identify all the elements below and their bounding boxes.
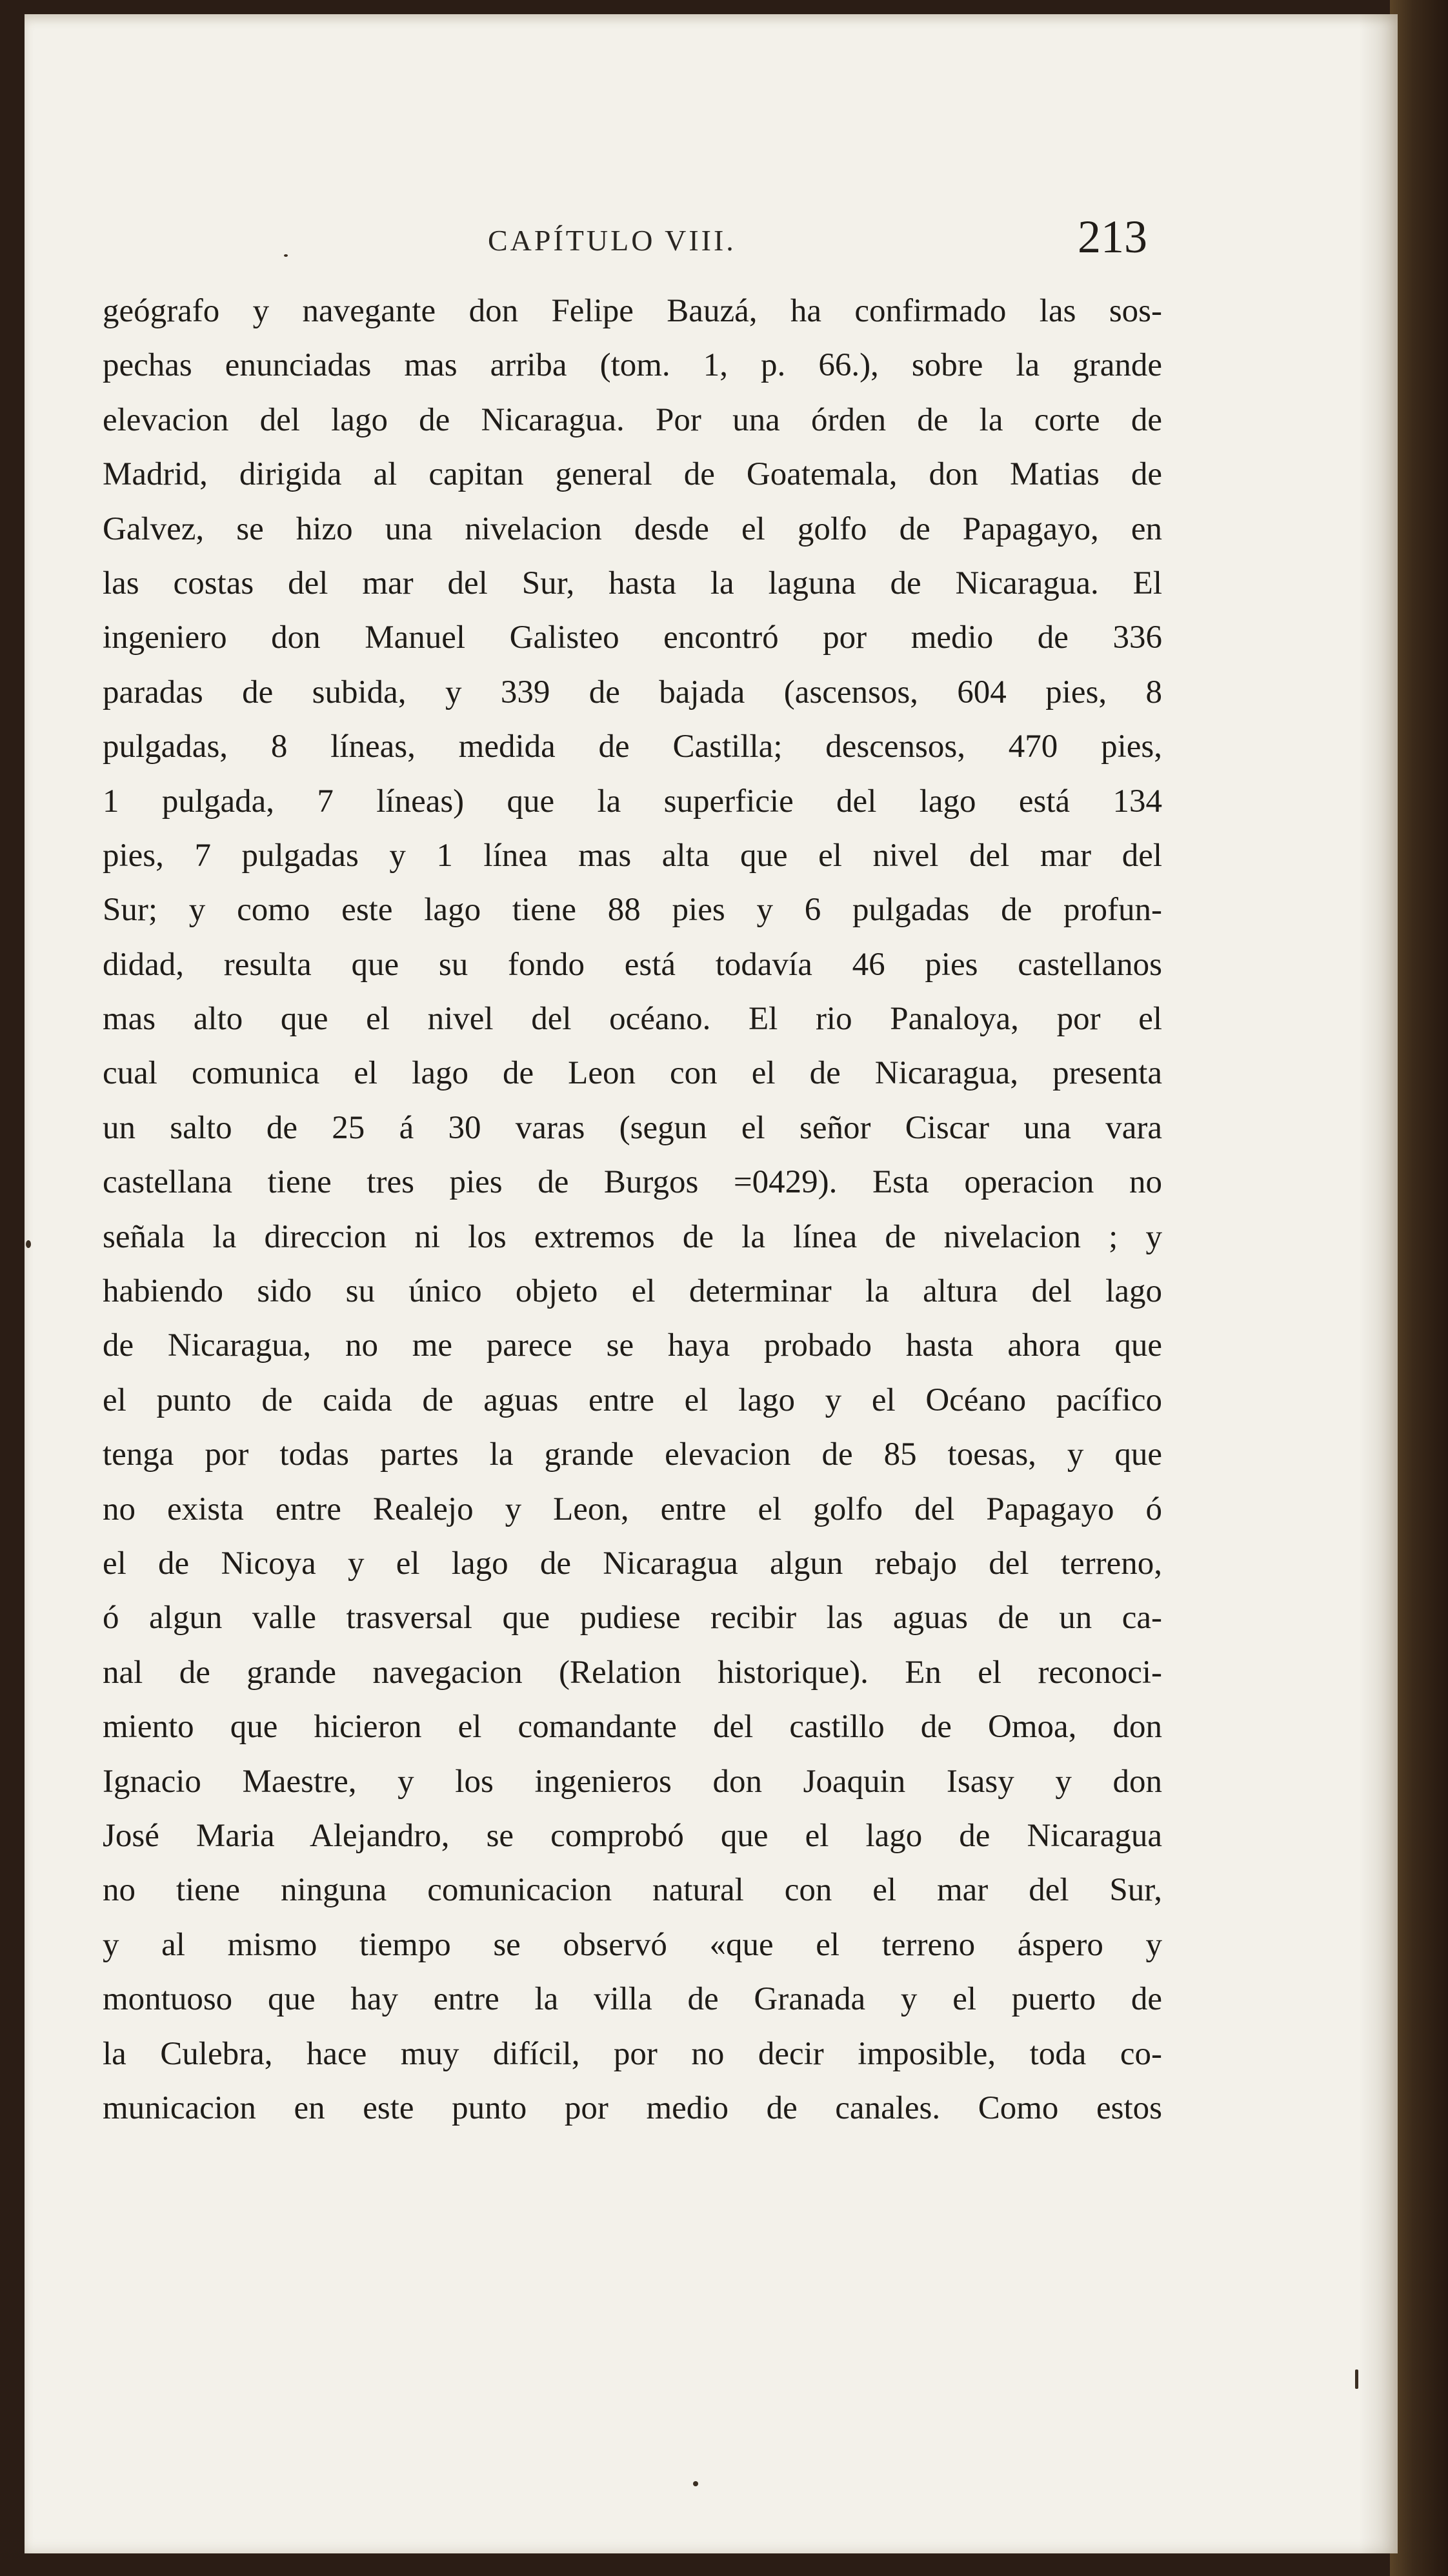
text-line: didad, resulta que su fondo está todavía 46 pies castellanos xyxy=(103,946,1162,983)
text-line: no tiene ninguna comunicacion natural con el mar del Sur, xyxy=(103,1872,1162,1909)
text-line: un salto de 25 á 30 varas (segun el señor Ciscar una vara xyxy=(103,1109,1162,1146)
text-line: geógrafo y navegante don Felipe Bauzá, ha confirmado las sos- xyxy=(103,293,1162,329)
text-line: 1 pulgada, 7 líneas) que la superficie del lago está 134 xyxy=(103,783,1162,820)
text-line: el de Nicoya y el lago de Nicaragua algun rebajo del terreno, xyxy=(103,1545,1162,1582)
text-line: José Maria Alejandro, se comprobó que el lago de Nicaragua xyxy=(103,1817,1162,1854)
page-edge-shadow xyxy=(1359,14,1398,2553)
paper-speck xyxy=(693,2481,698,2486)
running-head: CAPÍTULO VIII. xyxy=(488,224,736,257)
text-line: paradas de subida, y 339 de bajada (ascensos, 604 pies, 8 xyxy=(103,674,1162,710)
text-line: castellana tiene tres pies de Burgos =0429). Esta operacion no xyxy=(103,1164,1162,1201)
text-line: Madrid, dirigida al capitan general de Goatemala, don Matias de xyxy=(103,456,1162,493)
text-line: mas alto que el nivel del océano. El rio Panaloya, por el xyxy=(103,1001,1162,1038)
text-line: municacion en este punto por medio de canales. Como estos xyxy=(103,2089,1162,2126)
text-line: tenga por todas partes la grande elevacion de 85 toesas, y que xyxy=(103,1436,1162,1473)
text-line: Ignacio Maestre, y los ingenieros don Joaquin Isasy y don xyxy=(103,1763,1162,1800)
text-line: pulgadas, 8 líneas, medida de Castilla; descensos, 470 pies, xyxy=(103,729,1162,765)
text-line: Sur; y como este lago tiene 88 pies y 6 pulgadas de profun- xyxy=(103,892,1162,929)
book-spine-edge xyxy=(1390,0,1448,2576)
text-line: ingeniero don Manuel Galisteo encontró por medio de 336 xyxy=(103,619,1162,656)
text-line: y al mismo tiempo se observó «que el terreno áspero y xyxy=(103,1926,1162,1963)
paper-speck xyxy=(284,254,288,257)
text-line: Galvez, se hizo una nivelacion desde el golfo de Papagayo, en xyxy=(103,510,1162,547)
page-number: 213 xyxy=(1078,211,1147,263)
paper-speck xyxy=(1355,2370,1358,2389)
text-line: montuoso que hay entre la villa de Granada y el puerto de xyxy=(103,1981,1162,2018)
text-line: habiendo sido su único objeto el determinar la altura del lago xyxy=(103,1273,1162,1310)
text-line: pies, 7 pulgadas y 1 línea mas alta que el nivel del mar del xyxy=(103,837,1162,874)
text-line: no exista entre Realejo y Leon, entre el golfo del Papagayo ó xyxy=(103,1491,1162,1527)
text-line: de Nicaragua, no me parece se haya probado hasta ahora que xyxy=(103,1327,1162,1364)
text-line: miento que hicieron el comandante del castillo de Omoa, don xyxy=(103,1709,1162,1746)
text-line: ó algun valle trasversal que pudiese recibir las aguas de un ca- xyxy=(103,1600,1162,1636)
text-line: nal de grande navegacion (Relation historique). En el reconoci- xyxy=(103,1654,1162,1691)
text-line: pechas enunciadas mas arriba (tom. 1, p. 66.), sobre la grande xyxy=(103,347,1162,384)
book-page xyxy=(25,14,1398,2553)
text-line: la Culebra, hace muy difícil, por no decir imposible, toda co- xyxy=(103,2035,1162,2072)
text-line: las costas del mar del Sur, hasta la laguna de Nicaragua. El xyxy=(103,565,1162,601)
body-text xyxy=(103,284,1162,2135)
page-header xyxy=(25,209,1398,267)
text-line: cual comunica el lago de Leon con el de Nicaragua, presenta xyxy=(103,1055,1162,1092)
text-line: elevacion del lago de Nicaragua. Por una órden de la corte de xyxy=(103,401,1162,438)
text-line: el punto de caida de aguas entre el lago y el Océano pacífico xyxy=(103,1382,1162,1418)
text-line: señala la direccion ni los extremos de la línea de nivelacion ; y xyxy=(103,1218,1162,1255)
paper-speck xyxy=(26,1240,31,1248)
